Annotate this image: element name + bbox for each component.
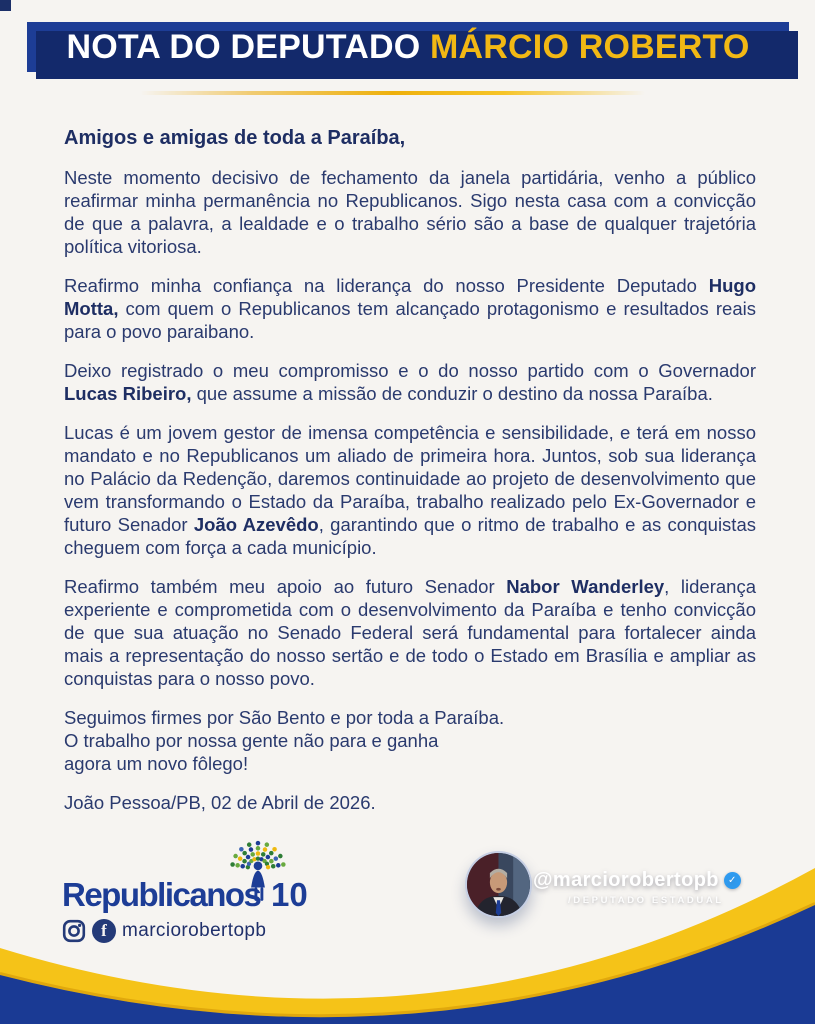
page-title [66, 28, 749, 67]
facebook-icon[interactable] [92, 919, 116, 943]
party-wordmark: Republicanos [62, 876, 261, 913]
social-handle[interactable]: marciorobertopb [122, 920, 267, 941]
letter-salutation: Amigos e amigas de toda a Paraíba, [64, 127, 406, 149]
letter-paragraph: Reafirmo também meu apoio ao futuro Senador Nabor Wanderley, liderança experiente e comprometida com o desenvolvimento da Paraíba e tenho convicção de que sua atuação no Senado Federal será fundamental para fortalecer ainda mais a representação do nosso sertão e de todo o Estado em Brasília e ampliar as conquistas para o nosso povo. [64, 576, 756, 689]
letter-paragraph: Deixo registrado o meu compromisso e o do nosso partido com o Governador Lucas Ribeiro, que assume a missão de conduzir o destino da nossa Paraíba. [64, 360, 756, 404]
letter-paragraph: Neste momento decisivo de fechamento da janela partidária, venho a público reafirmar minha permanência no Republicanos. Sigo nesta casa com a convicção de que a palavra, a lealdade e o trabalho sério são a base de qualquer trajetória política vitoriosa. [64, 167, 756, 257]
instagram-icon[interactable] [62, 919, 86, 943]
profile-handle-text: @marciorobertopb [533, 869, 719, 891]
letter-paragraph: Seguimos firmes por São Bento e por toda a Paraíba. O trabalho por nossa gente não para e ganha agora um novo fôlego! [64, 707, 505, 774]
page-title-prefix: NOTA DO DEPUTADO [66, 27, 421, 66]
profile-handle[interactable] [533, 869, 741, 892]
party-number: 10 [271, 876, 308, 913]
header-underline-accent [140, 91, 645, 95]
letter-paragraph: Reafirmo minha confiança na liderança do nosso Presidente Deputado Hugo Motta, com quem o Republicanos tem alcançado protagonismo e resultados reais para o povo paraibano. [64, 275, 756, 342]
header-banner [27, 22, 789, 72]
social-links-row [62, 919, 266, 943]
letter-paragraphs [64, 166, 756, 814]
letter-body [64, 126, 756, 830]
corner-accent-square [0, 0, 11, 11]
letter-paragraph: Lucas é um jovem gestor de imensa competência e sensibilidade, e terá em nosso mandato e no Republicanos um aliado de primeira hora. Juntos, sob sua liderança no Palácio da Redenção, daremos continuidade ao projeto de desenvolvimento que vem transformando o Estado da Paraíba, trabalho realizado pelo Ex-Governador e futuro Senador João Azevêdo, garantindo que o ritmo de trabalho e as conquistas cheguem com força a cada município. [64, 422, 756, 558]
page-title-name: MÁRCIO ROBERTO [430, 27, 750, 66]
deputy-photo [465, 851, 532, 918]
profile-subtitle: /DEPUTADO ESTADUAL [568, 895, 724, 906]
verified-badge-icon [724, 872, 741, 889]
letter-paragraph: João Pessoa/PB, 02 de Abril de 2026. [64, 792, 376, 813]
